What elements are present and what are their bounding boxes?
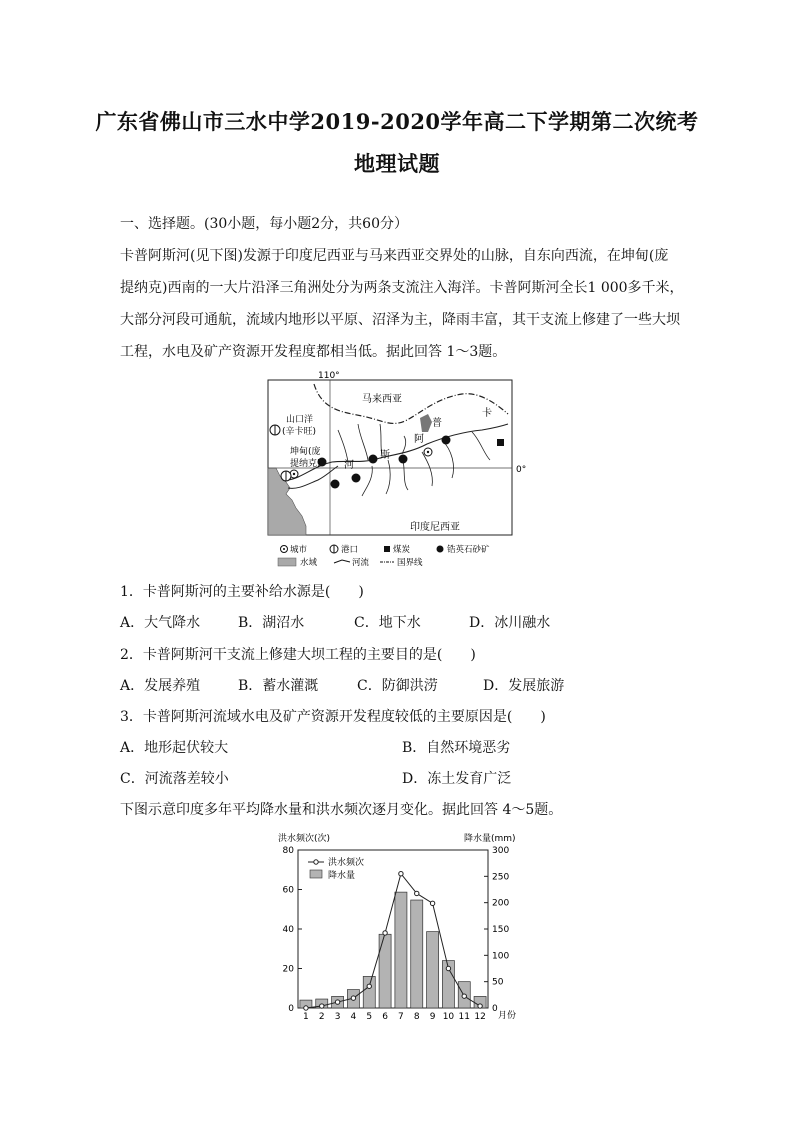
legend-bar-swatch <box>310 870 322 878</box>
flood-point <box>415 891 419 895</box>
x-tick-label: 9 <box>429 1012 436 1022</box>
legend-water <box>278 557 318 568</box>
precip-bar <box>363 976 375 1008</box>
city-icon <box>424 448 432 456</box>
right-tick-label: 100 <box>492 951 510 962</box>
q3-option-c[interactable]: C．河流落差较小 <box>120 771 229 787</box>
q3-option-d[interactable]: D．冻土发育广泛 <box>402 771 512 787</box>
longitude-label: 110° <box>318 371 340 381</box>
q3-option-b[interactable]: B．自然环境恶劣 <box>402 740 511 756</box>
x-tick-label: 11 <box>458 1012 470 1022</box>
right-axis-label: 降水量(mm) <box>464 834 516 844</box>
q1-option-c[interactable]: C．地下水 <box>354 615 421 631</box>
exam-title: 广东省佛山市三水中学2019-2020学年高二下学期第二次统考 <box>95 109 699 134</box>
right-tick-label: 50 <box>492 977 504 988</box>
flood-point <box>367 984 371 988</box>
x-tick-label: 4 <box>350 1012 357 1022</box>
zircon-mine <box>442 436 451 445</box>
left-tick-label: 80 <box>282 846 294 856</box>
question-1-stem: 1．卡普阿斯河的主要补给水源是( ) <box>120 584 364 600</box>
rainfall-flood-chart <box>268 828 528 1028</box>
zircon-mine <box>352 474 361 483</box>
precip-bar <box>427 932 439 1008</box>
x-axis-label: 月份 <box>498 1011 517 1021</box>
svg-text:锆英石砂矿: 锆英石砂矿 <box>447 545 490 555</box>
svg-text:河流: 河流 <box>352 558 370 568</box>
passage-line: 工程，水电及矿产资源开发程度都相当低。据此回答 1～3题。 <box>120 344 507 360</box>
legend-port <box>330 544 358 555</box>
right-tick-label: 0 <box>492 1004 498 1014</box>
q2-option-b[interactable]: B．蓄水灌溉 <box>238 678 319 694</box>
q2-option-d[interactable]: D．发展旅游 <box>483 678 565 694</box>
right-tick-label: 200 <box>492 898 510 909</box>
precip-bar <box>395 892 407 1008</box>
q2-option-a[interactable]: A．发展养殖 <box>120 678 201 694</box>
city-label: 提纳克) <box>290 459 321 469</box>
flood-point <box>383 931 387 935</box>
left-tick-label: 20 <box>282 964 294 975</box>
left-tick-label: 60 <box>282 885 294 896</box>
x-tick-label: 6 <box>382 1012 388 1022</box>
q1-option-b[interactable]: B．湖沼水 <box>238 615 305 631</box>
q1-option-d[interactable]: D．冰川融水 <box>469 615 551 631</box>
legend-coal <box>384 544 411 555</box>
x-tick-label: 10 <box>442 1012 455 1022</box>
river-char: 河 <box>344 460 354 471</box>
zircon-mine <box>369 455 378 464</box>
flood-point <box>462 994 466 998</box>
x-tick-label: 2 <box>318 1012 325 1022</box>
x-tick-label: 5 <box>366 1012 373 1022</box>
svg-text:国界线: 国界线 <box>397 558 423 568</box>
svg-text:城市: 城市 <box>290 545 308 555</box>
x-tick-label: 7 <box>398 1012 404 1022</box>
zircon-mine <box>331 480 340 489</box>
q2-option-c[interactable]: C．防御洪涝 <box>357 678 438 694</box>
svg-text:港口: 港口 <box>341 545 359 555</box>
indonesia-label: 印度尼西亚 <box>410 522 460 533</box>
flood-point <box>399 872 403 876</box>
flood-point <box>446 966 450 970</box>
kapuas-map <box>262 370 527 575</box>
legend-precip: 降水量 <box>328 871 356 881</box>
city-label: 坤甸(庞 <box>290 447 321 457</box>
legend-river <box>334 557 370 568</box>
x-tick-label: 8 <box>413 1012 420 1022</box>
exam-subtitle: 地理试题 <box>354 151 440 176</box>
latitude-label: 0° <box>516 465 527 475</box>
city-label: 山口洋 <box>286 415 314 425</box>
city-label: (辛卡旺) <box>282 427 317 437</box>
passage-line: 提纳克)西南的一大片沿泽三角洲处分为两条支流注入海洋。卡普阿斯河全长1 000多千米， <box>120 280 684 296</box>
precip-bar <box>411 900 423 1008</box>
svg-text:水域: 水域 <box>300 558 318 568</box>
legend-flood: 洪水频次 <box>328 858 365 868</box>
x-tick-label: 3 <box>334 1012 341 1022</box>
precip-bar <box>379 934 391 1008</box>
river-char: 卡 <box>482 408 492 419</box>
question-2-stem: 2．卡普阿斯河干支流上修建大坝工程的主要目的是( ) <box>120 647 476 663</box>
passage-line: 大部分河段可通航，流域内地形以平原、沼泽为主，降雨丰富，其干支流上修建了一些大坝 <box>120 312 680 328</box>
x-tick-label: 12 <box>474 1012 486 1022</box>
section-heading: 一、选择题。(30小题，每小题2分，共60分） <box>120 216 408 232</box>
svg-text:煤炭: 煤炭 <box>393 545 411 555</box>
flood-point <box>335 1000 339 1004</box>
q3-option-a[interactable]: A．地形起伏较大 <box>120 740 229 756</box>
river-char: 斯 <box>380 450 390 461</box>
passage-line: 卡普阿斯河(见下图)发源于印度尼西亚与马来西亚交界处的山脉，自东向西流，在坤甸(庞 <box>120 248 669 264</box>
left-tick-label: 40 <box>282 925 294 935</box>
coal-deposit <box>497 439 504 446</box>
right-tick-label: 250 <box>492 872 510 883</box>
zircon-mine <box>399 455 408 464</box>
q1-option-a[interactable]: A．大气降水 <box>120 615 201 631</box>
legend-city <box>281 544 308 555</box>
right-tick-label: 150 <box>492 925 510 935</box>
map-legend <box>278 544 490 568</box>
flood-point <box>430 901 434 905</box>
x-tick-label: 1 <box>303 1012 309 1022</box>
left-tick-label: 0 <box>288 1004 294 1014</box>
flood-point <box>304 1006 308 1010</box>
right-tick-label: 300 <box>492 846 510 856</box>
malaysia-label: 马来西亚 <box>362 394 402 405</box>
river-char: 普 <box>432 418 442 429</box>
port-icon <box>281 471 291 481</box>
flood-point <box>320 1004 324 1008</box>
passage-2: 下图示意印度多年平均降水量和洪水频次逐月变化。据此回答 4～5题。 <box>120 802 563 818</box>
flood-point <box>351 996 355 1000</box>
question-3-stem: 3．卡普阿斯河流域水电及矿产资源开发程度较低的主要原因是( ) <box>120 709 546 725</box>
river-char: 阿 <box>414 434 424 445</box>
port-icon <box>270 425 280 435</box>
legend-line-marker <box>314 860 318 864</box>
legend-zircon <box>437 544 491 555</box>
legend-border <box>380 557 423 568</box>
flood-point <box>478 1004 482 1008</box>
left-axis-label: 洪水频次(次) <box>278 834 331 844</box>
